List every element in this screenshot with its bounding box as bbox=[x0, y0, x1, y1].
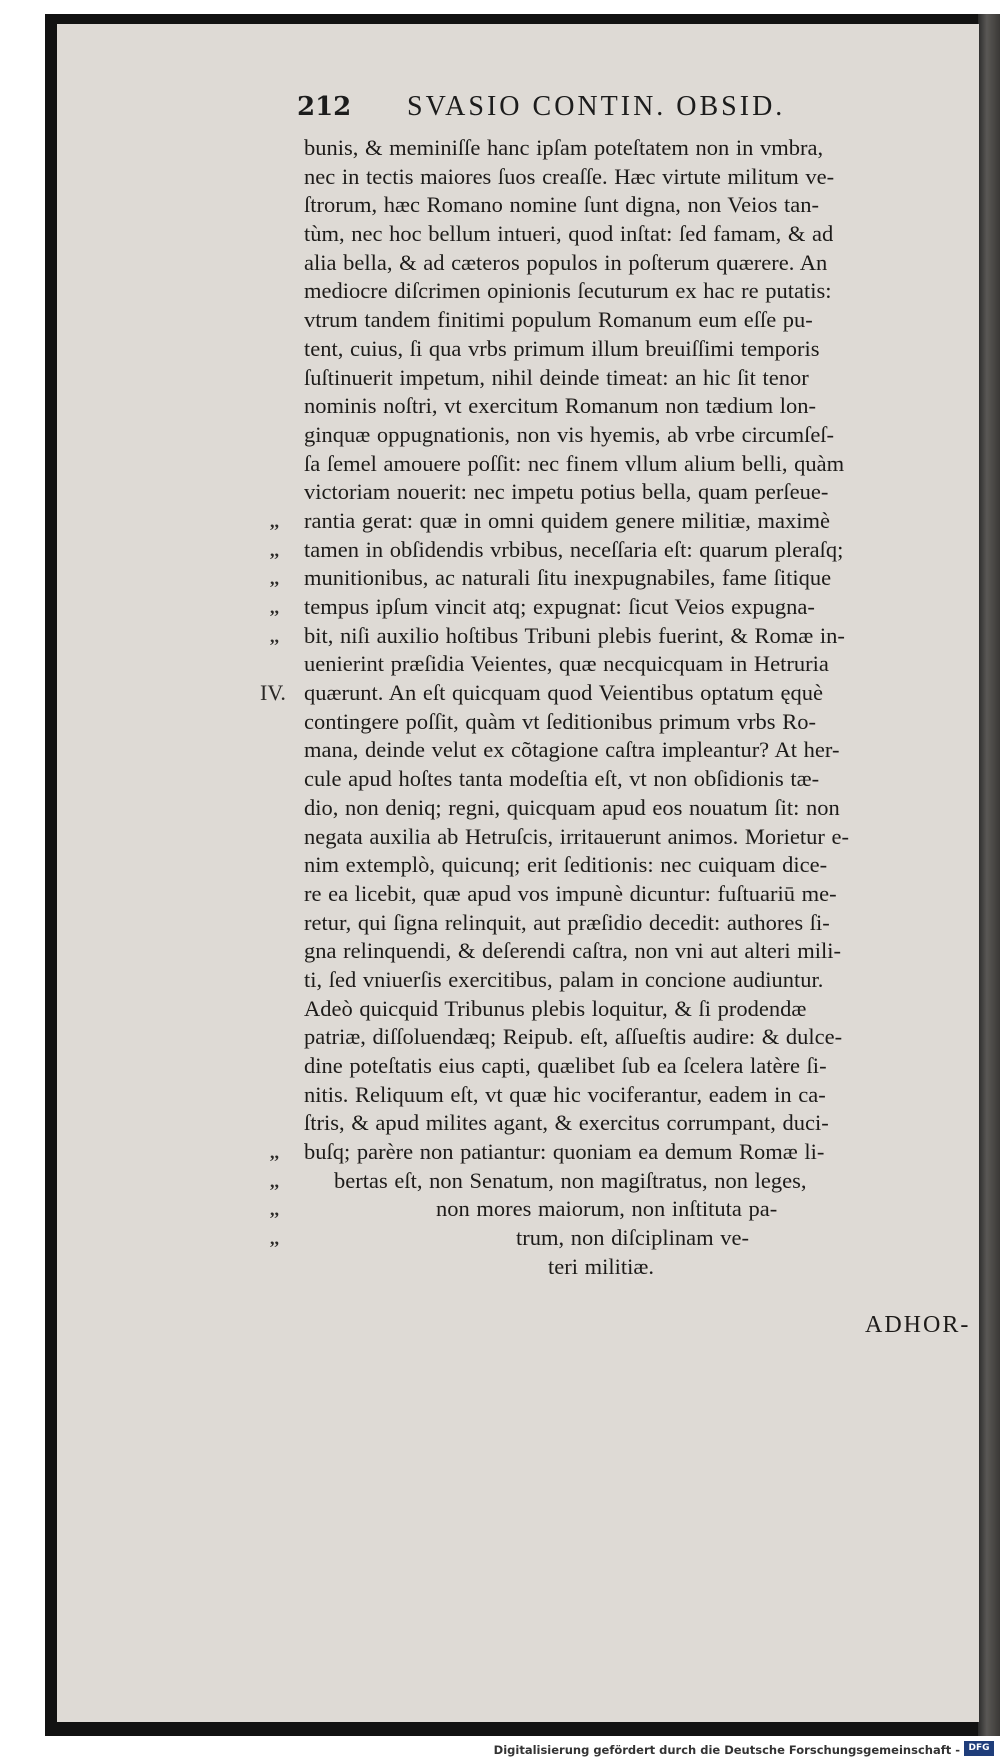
catchword: ADHOR- bbox=[865, 1312, 971, 1338]
text-line bbox=[270, 564, 984, 593]
text-line bbox=[304, 1052, 984, 1081]
line-text: ſtrorum, hæc Romano nomine ſunt digna, non Veios tan- bbox=[304, 192, 820, 218]
line-text: re ea licebit, quæ apud vos impunè dicuntur: fuſtuariū me- bbox=[304, 880, 837, 906]
line-text: bit, niſi auxilio hoſtibus Tribuni plebis fuerint, & Romæ in- bbox=[304, 622, 845, 648]
line-text: uenierint præſidia Veientes, quæ necquicquam in Hetruria bbox=[304, 651, 829, 677]
line-text: tùm, nec hoc bellum intueri, quod inſtat: ſed famam, & ad bbox=[304, 221, 834, 247]
text-line bbox=[270, 622, 984, 651]
quotation-mark-marginal: ,, bbox=[270, 625, 279, 646]
line-text: ſa ſemel amouere poſſit: nec finem vllum alium belli, quàm bbox=[304, 450, 845, 476]
line-text: trum, non diſciplinam ve- bbox=[516, 1225, 749, 1251]
text-line bbox=[270, 507, 984, 536]
line-text: bunis, & meminiſſe hanc ipſam poteſtatem non in vmbra, bbox=[304, 135, 824, 160]
line-text: ginquæ oppugnationis, non vis hyemis, ab vrbe circumſeſ- bbox=[304, 421, 835, 447]
line-text: tent, cuius, ſi qua vrbs primum illum breuiſſimi temporis bbox=[304, 335, 820, 361]
text-line bbox=[304, 392, 984, 421]
quotation-mark-marginal: ,, bbox=[270, 539, 279, 560]
line-text: ti, ſed vniuerſis exercitibus, palam in concione audiuntur. bbox=[304, 966, 824, 992]
text-line bbox=[304, 937, 984, 966]
line-text: quærunt. An eſt quicquam quod Veientibus optatum ęquè bbox=[304, 680, 824, 706]
line-text: rantia gerat: quæ in omni quidem genere militiæ, maximè bbox=[304, 507, 831, 533]
text-line bbox=[304, 1023, 984, 1052]
footer-credit: Digitalisierung gefördert durch die Deutsche Forschungsgemeinschaft - bbox=[493, 1743, 960, 1757]
text-line bbox=[260, 679, 984, 708]
line-text: bertas eſt, non Senatum, non magiſtratus, non leges, bbox=[334, 1167, 807, 1193]
text-line bbox=[304, 1109, 984, 1138]
dfg-logo: DFG bbox=[964, 1741, 994, 1756]
text-line bbox=[304, 765, 984, 794]
text-line bbox=[304, 650, 984, 679]
line-text: ſuſtinuerit impetum, nihil deinde timeat: an hic ſit tenor bbox=[304, 364, 809, 390]
text-line bbox=[304, 794, 984, 823]
text-line bbox=[304, 966, 984, 995]
text-line bbox=[270, 1224, 984, 1253]
line-text: mediocre diſcrimen opinionis ſecuturum ex hac re putatis: bbox=[304, 278, 832, 304]
text-line bbox=[304, 220, 984, 249]
text-block bbox=[260, 134, 984, 1282]
text-line bbox=[304, 880, 984, 909]
quotation-mark-marginal: ,, bbox=[270, 1228, 279, 1249]
quotation-mark-marginal: ,, bbox=[270, 568, 279, 589]
text-line bbox=[304, 134, 984, 163]
quotation-mark-marginal: ,, bbox=[270, 1142, 279, 1163]
line-text: nitis. Reliquum eſt, vt quæ hic vociferantur, eadem in ca- bbox=[304, 1081, 826, 1107]
text-line bbox=[304, 736, 984, 765]
footer-bar bbox=[0, 1737, 1000, 1763]
text-line bbox=[304, 1253, 984, 1282]
text-line bbox=[304, 364, 984, 393]
line-text: victoriam nouerit: nec impetu potius bella, quam perſeue- bbox=[304, 479, 829, 505]
line-text: contingere poſſit, quàm vt ſeditionibus primum vrbs Ro- bbox=[304, 708, 816, 734]
line-text: vtrum tandem finitimi populum Romanum eum eſſe pu- bbox=[304, 307, 813, 333]
line-text: teri militiæ. bbox=[548, 1253, 654, 1279]
text-line bbox=[304, 163, 984, 192]
text-line bbox=[304, 450, 984, 479]
line-text: mana, deinde velut ex cõtagione caſtra impleantur? At her- bbox=[304, 737, 840, 763]
line-text: nominis noſtri, vt exercitum Romanum non tædium lon- bbox=[304, 393, 816, 419]
line-text: ſtris, & apud milites agant, & exercitus corrumpant, duci- bbox=[304, 1110, 829, 1136]
line-text: alia bella, & ad cæteros populos in poſterum quærere. An bbox=[304, 249, 828, 275]
text-line bbox=[304, 851, 984, 880]
quotation-mark-marginal: ,, bbox=[270, 510, 279, 531]
page-header bbox=[297, 91, 977, 123]
text-line bbox=[304, 1081, 984, 1110]
text-line bbox=[270, 1195, 984, 1224]
line-text: munitionibus, ac naturali ſitu inexpugnabiles, fame ſitique bbox=[304, 565, 832, 591]
line-text: non mores maiorum, non inſtituta pa- bbox=[436, 1196, 778, 1222]
text-line bbox=[304, 478, 984, 507]
line-text: tempus ipſum vincit atq; expugnat: ſicut Veios expugna- bbox=[304, 594, 815, 619]
text-line bbox=[270, 593, 984, 622]
text-line bbox=[304, 249, 984, 278]
text-line bbox=[304, 421, 984, 450]
line-text: dio, non deniq; regni, quicquam apud eos nouatum ſit: non bbox=[304, 794, 840, 820]
text-line bbox=[304, 191, 984, 220]
line-text: retur, qui ſigna relinquit, aut præſidio decedit: authores ſi- bbox=[304, 909, 830, 935]
line-text: dine poteſtatis eius capti, quælibet ſub ea ſcelera latère ſi- bbox=[304, 1053, 827, 1078]
line-text: nec in tectis maiores ſuos creaſſe. Hæc virtute militum ve- bbox=[304, 163, 835, 189]
line-text: Adeò quicquid Tribunus plebis loquitur, & ſi prodendæ bbox=[304, 995, 807, 1021]
line-text: negata auxilia ab Hetruſcis, irritauerunt animos. Morietur e- bbox=[304, 823, 849, 849]
text-line bbox=[304, 823, 984, 852]
text-line bbox=[304, 277, 984, 306]
line-text: nim extemplò, quicunq; erit ſeditionis: nec cuiquam dice- bbox=[304, 852, 828, 878]
quotation-mark-marginal: ,, bbox=[270, 1170, 279, 1191]
text-line bbox=[270, 1138, 984, 1167]
text-line bbox=[270, 536, 984, 565]
line-text: buſq; parère non patiantur: quoniam ea demum Romæ li- bbox=[304, 1139, 825, 1165]
line-text: cule apud hoſtes tanta modeſtia eſt, vt non obſidionis tæ- bbox=[304, 766, 820, 792]
page-number: 212 bbox=[297, 92, 352, 122]
line-text: tamen in obſidendis vrbibus, neceſſaria eſt: quarum pleraſq; bbox=[304, 536, 844, 562]
text-line bbox=[304, 995, 984, 1024]
quotation-mark-marginal: ,, bbox=[270, 597, 279, 617]
scan-frame bbox=[45, 14, 1000, 1736]
quotation-mark-marginal: ,, bbox=[270, 1199, 279, 1220]
running-title: SVASIO CONTIN. OBSID. bbox=[407, 91, 786, 122]
text-line bbox=[304, 909, 984, 938]
book-page bbox=[57, 24, 979, 1722]
line-text: patriæ, diſſoluendæq; Reipub. eſt, aſſueſtis audire: & dulce- bbox=[304, 1024, 843, 1050]
section-marker: IV. bbox=[260, 680, 286, 706]
text-line bbox=[304, 306, 984, 335]
text-line bbox=[270, 1167, 984, 1196]
line-text: gna relinquendi, & deſerendi caſtra, non vni aut alteri mili- bbox=[304, 938, 841, 964]
text-line bbox=[304, 708, 984, 737]
text-line bbox=[304, 335, 984, 364]
